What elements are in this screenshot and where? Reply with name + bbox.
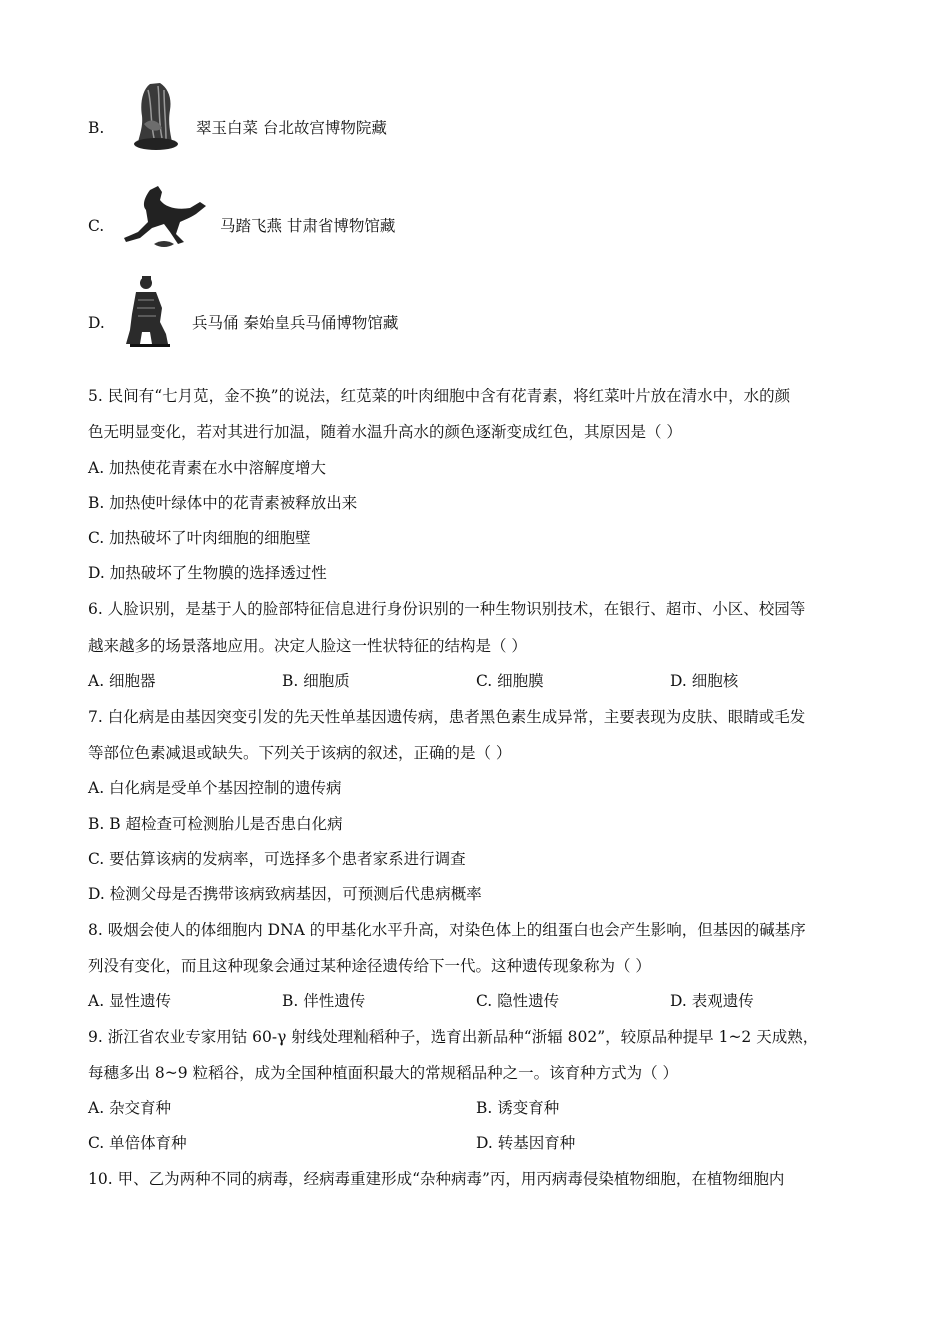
- q9-option-b: B. 诱变育种: [476, 1099, 560, 1117]
- q6-option-b: B. 细胞质: [282, 672, 350, 690]
- artifact-b-caption: 翠玉白菜 台北故宫博物院藏: [196, 119, 387, 137]
- q6-option-c: C. 细胞膜: [476, 672, 544, 690]
- q6-stem-line-2: 越来越多的场景落地应用。决定人脸这一性状特征的结构是（ ）: [88, 637, 527, 655]
- q9-option-c: C. 单倍体育种: [88, 1134, 187, 1152]
- q8-option-b: B. 伴性遗传: [282, 992, 366, 1010]
- q5-option-b: B. 加热使叶绿体中的花青素被释放出来: [88, 494, 358, 512]
- q5-stem-line-1: 5. 民间有“七月苋，金不换”的说法，红苋菜的叶肉细胞中含有花青素，将红菜叶片放在清水中，水的颜: [88, 387, 791, 405]
- q9-option-d: D. 转基因育种: [476, 1134, 576, 1152]
- terracotta-warrior-icon: [122, 274, 172, 348]
- artifact-c-caption: 马踏飞燕 甘肃省博物馆藏: [220, 217, 396, 235]
- q5-option-a: A. 加热使花青素在水中溶解度增大: [88, 459, 327, 477]
- artifact-d-letter: D.: [88, 314, 105, 332]
- q8-option-c: C. 隐性遗传: [476, 992, 560, 1010]
- q9-stem-line-2: 每穗多出 8~9 粒稻谷，成为全国种植面积最大的常规稻品种之一。该育种方式为（ ）: [88, 1064, 678, 1082]
- q7-option-d: D. 检测父母是否携带该病致病基因，可预测后代患病概率: [88, 885, 482, 903]
- q5-option-d: D. 加热破坏了生物膜的选择透过性: [88, 564, 327, 582]
- q7-option-c: C. 要估算该病的发病率，可选择多个患者家系进行调查: [88, 850, 466, 868]
- q8-stem-line-1: 8. 吸烟会使人的体细胞内 DNA 的甲基化水平升高，对染色体上的组蛋白也会产生影响，但基因的碱基序: [88, 921, 806, 939]
- artifact-d-caption: 兵马俑 秦始皇兵马俑博物馆藏: [192, 314, 399, 332]
- q8-option-d: D. 表观遗传: [670, 992, 754, 1010]
- q7-stem-line-1: 7. 白化病是由基因突变引发的先天性单基因遗传病，患者黑色素生成异常，主要表现为皮肤、眼睛或毛发: [88, 708, 806, 726]
- galloping-horse-icon: [120, 184, 212, 252]
- q7-stem-line-2: 等部位色素减退或缺失。下列关于该病的叙述，正确的是（ ）: [88, 744, 512, 762]
- q9-stem-line-1: 9. 浙江省农业专家用钴 60-γ 射线处理籼稻种子，选育出新品种“浙辐 802”，较原品种提早 1~2 天成熟，: [88, 1028, 819, 1046]
- q8-option-a: A. 显性遗传: [88, 992, 172, 1010]
- q10-stem-line-1: 10. 甲、乙为两种不同的病毒，经病毒重建形成“杂种病毒”丙，用丙病毒侵染植物细胞，在植物细胞内: [88, 1170, 785, 1188]
- q7-option-a: A. 白化病是受单个基因控制的遗传病: [88, 779, 342, 797]
- artifact-c-letter: C.: [88, 217, 105, 235]
- jade-cabbage-icon: [128, 80, 184, 152]
- q5-option-c: C. 加热破坏了叶肉细胞的细胞壁: [88, 529, 311, 547]
- q6-option-d: D. 细胞核: [670, 672, 739, 690]
- artifact-b-letter: B.: [88, 119, 105, 137]
- q8-stem-line-2: 列没有变化，而且这种现象会通过某种途径遗传给下一代。这种遗传现象称为（ ）: [88, 957, 651, 975]
- q5-stem-line-2: 色无明显变化，若对其进行加温，随着水温升高水的颜色逐渐变成红色，其原因是（ ）: [88, 423, 682, 441]
- q9-option-a: A. 杂交育种: [88, 1099, 172, 1117]
- q7-option-b: B. B 超检查可检测胎儿是否患白化病: [88, 815, 343, 833]
- q6-option-a: A. 细胞器: [88, 672, 156, 690]
- q6-stem-line-1: 6. 人脸识别，是基于人的脸部特征信息进行身份识别的一种生物识别技术，在银行、超市、小区、校园等: [88, 600, 806, 618]
